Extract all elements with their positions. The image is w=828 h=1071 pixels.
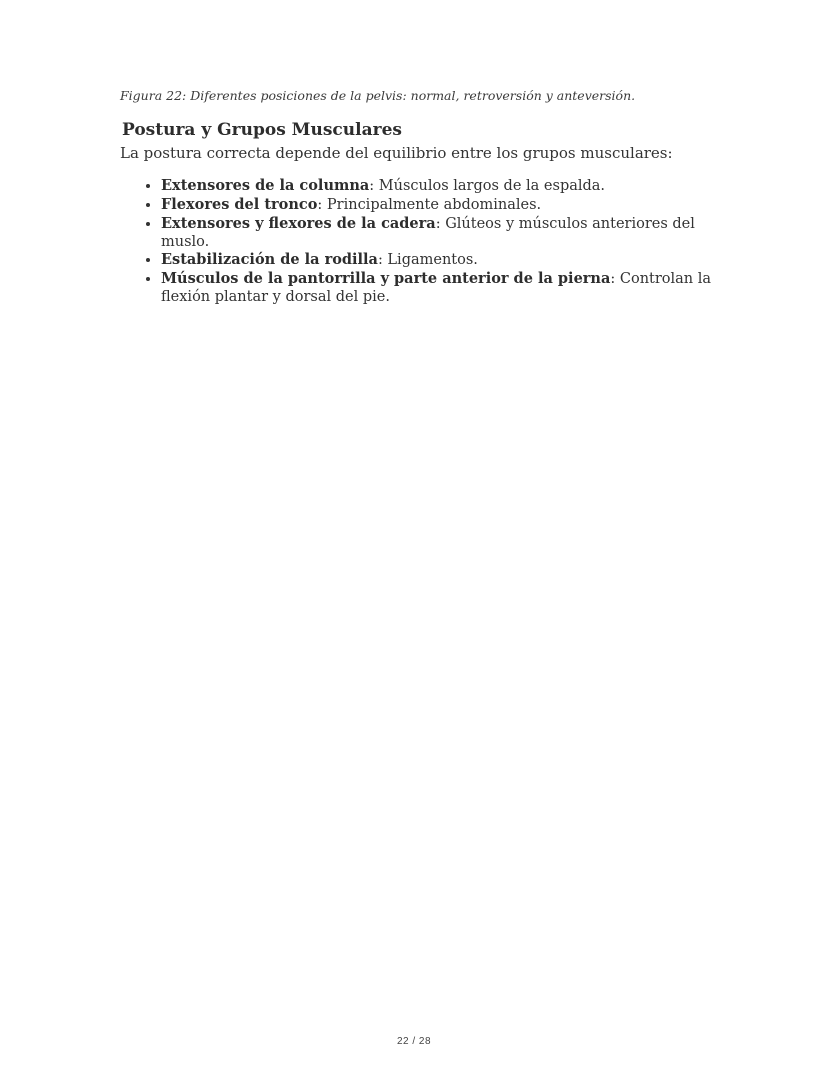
page-content	[120, 88, 712, 306]
figure-caption: Figura 22: Diferentes posiciones de la pelvis: normal, retroversión y anteversión.	[120, 88, 636, 103]
list-item-term: Estabilización de la rodilla	[161, 251, 378, 269]
list-item	[161, 270, 712, 306]
muscle-groups-list	[120, 177, 712, 306]
list-item	[161, 177, 712, 196]
list-item-desc: : Músculos largos de la espalda.	[369, 178, 606, 195]
page-number: 22 / 28	[396, 1036, 432, 1047]
list-item	[161, 196, 712, 215]
list-item-term: Extensores y flexores de la cadera	[161, 214, 436, 232]
intro-paragraph: La postura correcta depende del equilibrio entre los grupos musculares:	[120, 143, 673, 162]
list-item-desc: : Principalmente abdominales.	[317, 197, 542, 214]
list-item	[161, 251, 712, 270]
list-item	[161, 215, 712, 251]
list-item-desc: : Ligamentos.	[377, 252, 478, 269]
list-item-term: Músculos de la pantorrilla y parte anterior de la pierna	[161, 269, 611, 287]
list-item-term: Flexores del tronco	[161, 196, 318, 214]
list-item-desc: : Glúteos y músculos anteriores del muslo.	[161, 215, 695, 250]
list-item-desc: : Controlan la flexión plantar y dorsal del pie.	[161, 270, 712, 305]
section-heading: Postura y Grupos Musculares	[122, 119, 402, 140]
list-item-term: Extensores de la columna	[161, 177, 370, 195]
